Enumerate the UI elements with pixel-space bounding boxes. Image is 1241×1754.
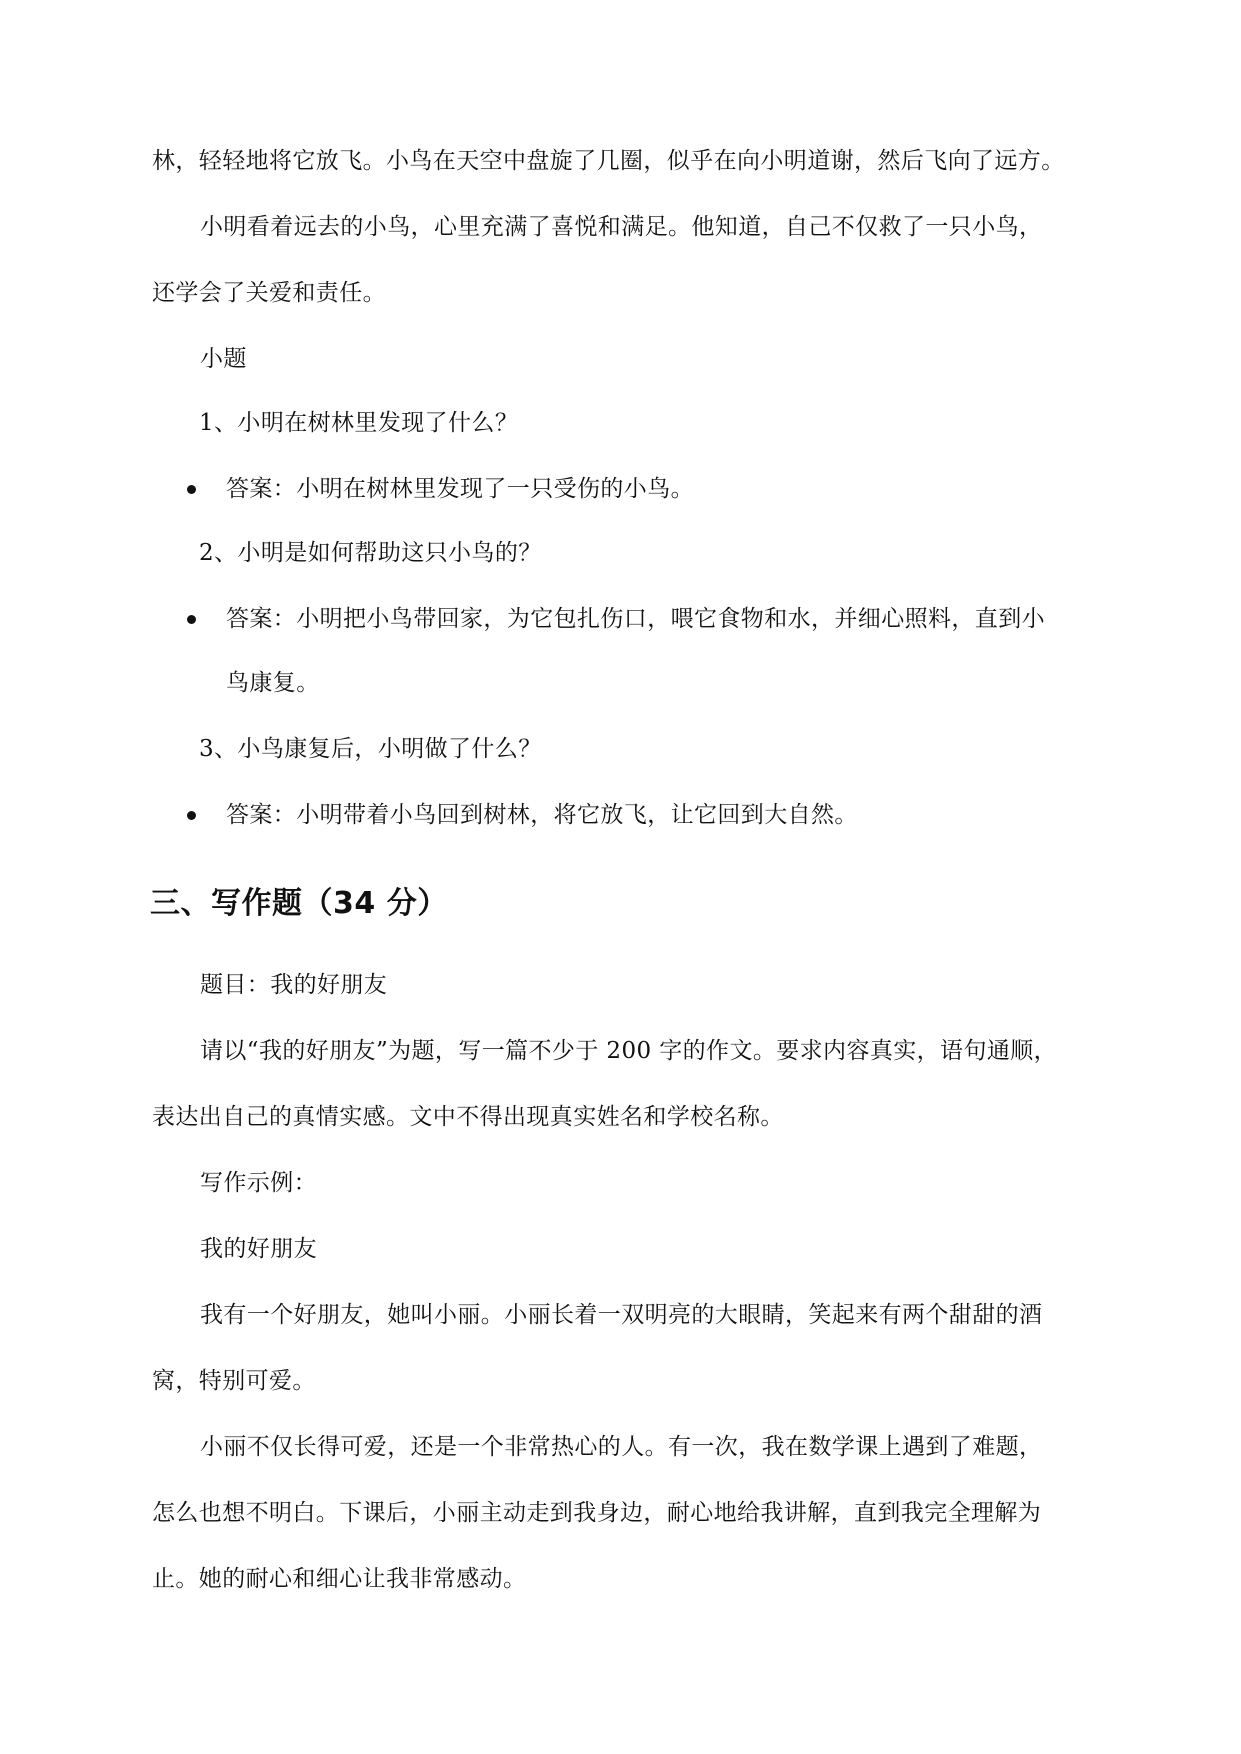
- example-paragraph-1-line-2: 窝，特别可爱。: [152, 1368, 316, 1394]
- section-heading-writing: 三、写作题（34 分）: [150, 886, 448, 921]
- answer-3: 答案：小明带着小鸟回到树林，将它放飞，让它回到大自然。: [226, 802, 858, 828]
- story-line-3: 还学会了关爱和责任。: [152, 280, 386, 306]
- example-paragraph-2-line-3: 止。她的耐心和细心让我非常感动。: [152, 1566, 527, 1592]
- question-2: 2、小明是如何帮助这只小鸟的？: [199, 540, 542, 566]
- answer-2-line-2: 鸟康复。: [226, 670, 320, 696]
- writing-requirement-line-1: 请以“我的好朋友”为题，写一篇不少于 200 字的作文。要求内容真实，语句通顺，: [200, 1038, 1058, 1064]
- questions-label: 小题: [200, 346, 247, 372]
- example-paragraph-2-line-1: 小丽不仅长得可爱，还是一个非常热心的人。有一次，我在数学课上遇到了难题，: [200, 1434, 1043, 1460]
- example-label: 写作示例：: [200, 1170, 317, 1196]
- bullet-icon: [187, 485, 196, 494]
- example-title: 我的好朋友: [200, 1236, 317, 1262]
- question-1: 1、小明在树林里发现了什么？: [199, 410, 519, 436]
- answer-2-line-1: 答案：小明把小鸟带回家，为它包扎伤口，喂它食物和水，并细心照料，直到小: [226, 606, 1045, 632]
- story-line-1: 林，轻轻地将它放飞。小鸟在天空中盘旋了几圈，似乎在向小明道谢，然后飞向了远方。: [152, 148, 1065, 174]
- question-3: 3、小鸟康复后，小明做了什么？: [199, 736, 542, 762]
- writing-requirement-line-2: 表达出自己的真情实感。文中不得出现真实姓名和学校名称。: [152, 1104, 784, 1130]
- example-paragraph-2-line-2: 怎么也想不明白。下课后，小丽主动走到我身边，耐心地给我讲解，直到我完全理解为: [152, 1500, 1042, 1526]
- story-line-2: 小明看着远去的小鸟，心里充满了喜悦和满足。他知道，自己不仅救了一只小鸟，: [200, 214, 1043, 240]
- example-paragraph-1-line-1: 我有一个好朋友，她叫小丽。小丽长着一双明亮的大眼睛，笑起来有两个甜甜的酒: [200, 1302, 1043, 1328]
- answer-1: 答案：小明在树林里发现了一只受伤的小鸟。: [226, 476, 694, 502]
- writing-topic: 题目：我的好朋友: [200, 972, 388, 998]
- bullet-icon: [187, 615, 196, 624]
- bullet-icon: [187, 811, 196, 820]
